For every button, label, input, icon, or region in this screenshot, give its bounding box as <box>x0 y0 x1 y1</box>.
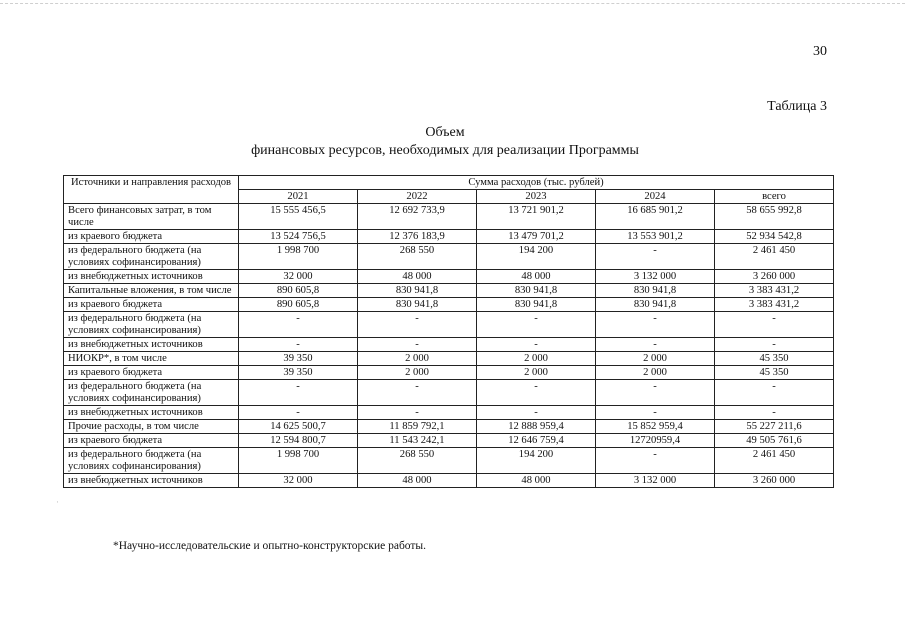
header-total: всего <box>715 190 834 204</box>
table-row <box>64 298 834 312</box>
value-cell: 890 605,8 <box>239 298 358 312</box>
value-cell: - <box>596 406 715 420</box>
value-cell: 3 383 431,2 <box>715 298 834 312</box>
document-title: Объем <box>425 125 465 140</box>
header-year-2023: 2023 <box>477 190 596 204</box>
value-cell: 12720959,4 <box>596 434 715 448</box>
value-cell: - <box>477 312 596 338</box>
row-label: из внебюджетных источников <box>64 270 239 284</box>
value-cell: 45 350 <box>715 366 834 380</box>
row-label: из внебюджетных источников <box>64 474 239 488</box>
row-label: НИОКР*, в том числе <box>64 352 239 366</box>
value-cell: 2 461 450 <box>715 448 834 474</box>
value-cell: 49 505 761,6 <box>715 434 834 448</box>
table-row <box>64 366 834 380</box>
value-cell: 1 998 700 <box>239 448 358 474</box>
value-cell: - <box>239 338 358 352</box>
row-label: Всего финансовых затрат, в том числе <box>64 204 239 230</box>
row-label: из федерального бюджета (на условиях софинансирования) <box>64 312 239 338</box>
document-subtitle: финансовых ресурсов, необходимых для реализации Программы <box>251 143 639 158</box>
value-cell: - <box>715 380 834 406</box>
value-cell: 48 000 <box>358 474 477 488</box>
value-cell: 58 655 992,8 <box>715 204 834 230</box>
row-label: из федерального бюджета (на условиях софинансирования) <box>64 448 239 474</box>
table-row <box>64 474 834 488</box>
value-cell: 39 350 <box>239 352 358 366</box>
table-row <box>64 312 834 338</box>
value-cell: - <box>596 448 715 474</box>
value-cell: 830 941,8 <box>358 284 477 298</box>
header-source-cell: Источники и направления расходов <box>64 176 239 204</box>
value-cell: 3 383 431,2 <box>715 284 834 298</box>
row-label: из краевого бюджета <box>64 434 239 448</box>
value-cell: 15 555 456,5 <box>239 204 358 230</box>
row-label: из краевого бюджета <box>64 298 239 312</box>
value-cell: 830 941,8 <box>596 284 715 298</box>
value-cell: 2 000 <box>477 366 596 380</box>
value-cell: 48 000 <box>358 270 477 284</box>
value-cell: 194 200 <box>477 244 596 270</box>
value-cell: 268 550 <box>358 244 477 270</box>
table-row <box>64 338 834 352</box>
header-sum-cell: Сумма расходов (тыс. рублей) <box>239 176 834 190</box>
value-cell: 268 550 <box>358 448 477 474</box>
value-cell: 830 941,8 <box>477 284 596 298</box>
value-cell: 48 000 <box>477 474 596 488</box>
value-cell: - <box>477 338 596 352</box>
margin-mark: · <box>56 497 59 507</box>
table-row <box>64 204 834 230</box>
value-cell: - <box>358 406 477 420</box>
value-cell: - <box>715 312 834 338</box>
budget-table <box>63 175 834 488</box>
table-row <box>64 230 834 244</box>
header-year-2024: 2024 <box>596 190 715 204</box>
header-year-2021: 2021 <box>239 190 358 204</box>
value-cell: - <box>715 338 834 352</box>
value-cell: 45 350 <box>715 352 834 366</box>
value-cell: 3 260 000 <box>715 270 834 284</box>
row-label: Капитальные вложения, в том числе <box>64 284 239 298</box>
value-cell: 3 260 000 <box>715 474 834 488</box>
value-cell: 830 941,8 <box>477 298 596 312</box>
value-cell: 2 000 <box>596 352 715 366</box>
value-cell: - <box>358 338 477 352</box>
value-cell: 830 941,8 <box>596 298 715 312</box>
table-row <box>64 434 834 448</box>
value-cell: - <box>596 338 715 352</box>
table-row <box>64 420 834 434</box>
value-cell: 32 000 <box>239 270 358 284</box>
row-label: из краевого бюджета <box>64 366 239 380</box>
value-cell: 2 000 <box>358 366 477 380</box>
value-cell: 55 227 211,6 <box>715 420 834 434</box>
value-cell: 15 852 959,4 <box>596 420 715 434</box>
value-cell: 890 605,8 <box>239 284 358 298</box>
value-cell: 11 859 792,1 <box>358 420 477 434</box>
table-header-row <box>64 176 834 190</box>
value-cell: - <box>239 380 358 406</box>
value-cell: 2 461 450 <box>715 244 834 270</box>
row-label: из федерального бюджета (на условиях софинансирования) <box>64 380 239 406</box>
table-row <box>64 448 834 474</box>
row-label: из внебюджетных источников <box>64 406 239 420</box>
page-number: 30 <box>813 44 827 59</box>
value-cell: 12 646 759,4 <box>477 434 596 448</box>
value-cell: 194 200 <box>477 448 596 474</box>
value-cell: 13 721 901,2 <box>477 204 596 230</box>
value-cell: 2 000 <box>477 352 596 366</box>
value-cell: - <box>239 312 358 338</box>
value-cell: 13 479 701,2 <box>477 230 596 244</box>
value-cell: 52 934 542,8 <box>715 230 834 244</box>
table-row <box>64 244 834 270</box>
table-row <box>64 352 834 366</box>
value-cell: - <box>596 380 715 406</box>
value-cell: 13 553 901,2 <box>596 230 715 244</box>
value-cell: - <box>596 244 715 270</box>
value-cell: - <box>715 406 834 420</box>
table-row <box>64 406 834 420</box>
value-cell: 13 524 756,5 <box>239 230 358 244</box>
row-label: Прочие расходы, в том числе <box>64 420 239 434</box>
value-cell: - <box>358 380 477 406</box>
value-cell: 12 594 800,7 <box>239 434 358 448</box>
value-cell: 32 000 <box>239 474 358 488</box>
value-cell: 12 888 959,4 <box>477 420 596 434</box>
value-cell: - <box>239 406 358 420</box>
value-cell: 11 543 242,1 <box>358 434 477 448</box>
value-cell: 1 998 700 <box>239 244 358 270</box>
table-label: Таблица 3 <box>767 99 827 114</box>
value-cell: 12 376 183,9 <box>358 230 477 244</box>
value-cell: 2 000 <box>358 352 477 366</box>
value-cell: 39 350 <box>239 366 358 380</box>
row-label: из внебюджетных источников <box>64 338 239 352</box>
value-cell: 830 941,8 <box>358 298 477 312</box>
value-cell: - <box>477 380 596 406</box>
footnote: *Научно-исследовательские и опытно-конструкторские работы. <box>113 540 427 552</box>
table-row <box>64 284 834 298</box>
value-cell: 2 000 <box>596 366 715 380</box>
value-cell: - <box>358 312 477 338</box>
value-cell: - <box>596 312 715 338</box>
row-label: из краевого бюджета <box>64 230 239 244</box>
row-label: из федерального бюджета (на условиях софинансирования) <box>64 244 239 270</box>
value-cell: 16 685 901,2 <box>596 204 715 230</box>
table-row <box>64 270 834 284</box>
header-year-2022: 2022 <box>358 190 477 204</box>
value-cell: 3 132 000 <box>596 474 715 488</box>
value-cell: - <box>477 406 596 420</box>
value-cell: 14 625 500,7 <box>239 420 358 434</box>
value-cell: 3 132 000 <box>596 270 715 284</box>
value-cell: 12 692 733,9 <box>358 204 477 230</box>
table-row <box>64 380 834 406</box>
scan-edge-line <box>0 3 905 4</box>
value-cell: 48 000 <box>477 270 596 284</box>
